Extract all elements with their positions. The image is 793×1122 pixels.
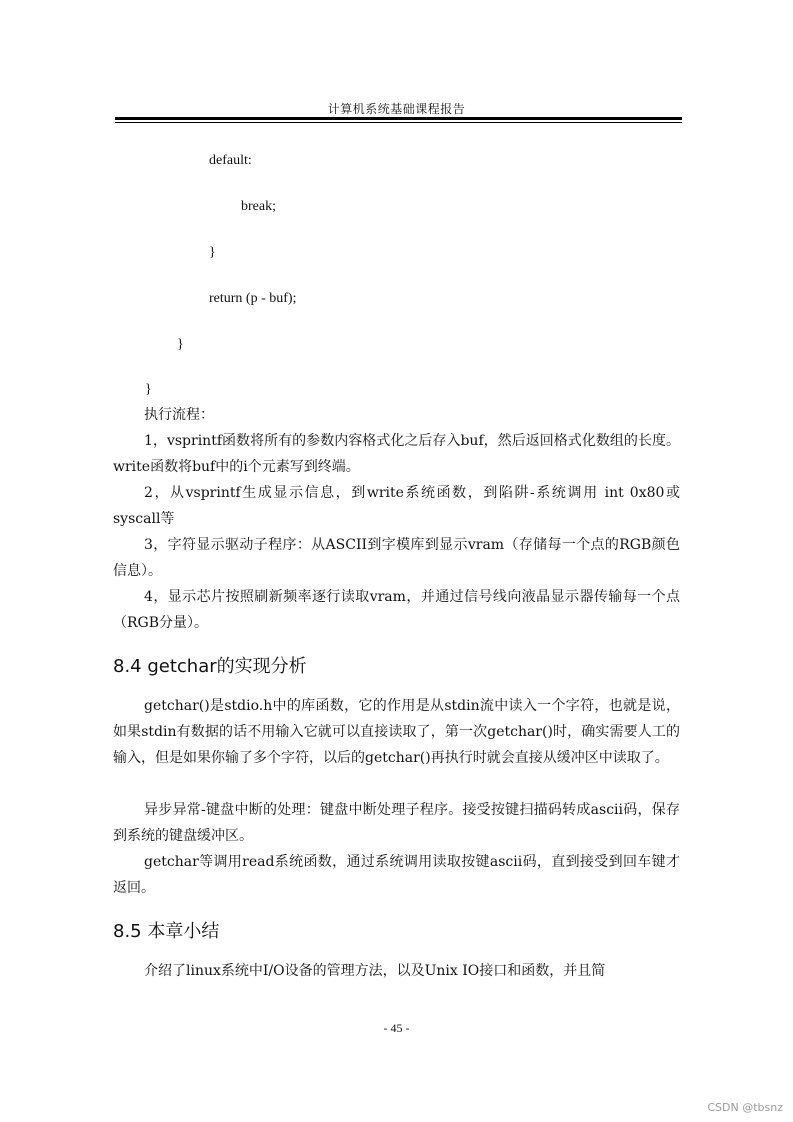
process-step-4: 4，显示芯片按照刷新频率逐行读取vram，并通过信号线向液晶显示器传输每一个点（RGB分量）。 — [113, 589, 680, 631]
code-line-break: break; — [241, 199, 276, 214]
header-rule-thick — [115, 117, 682, 120]
getchar-paragraph-2: 异步异常-键盘中断的处理：键盘中断处理子程序。接受按键扫描码转成ascii码，保存到系统的键盘缓冲区。 — [113, 802, 680, 844]
code-line-close-switch-brace: } — [177, 337, 184, 352]
code-line-close-function-brace: } — [145, 382, 152, 397]
summary-paragraph: 介绍了linux系统中I/O设备的管理方法，以及Unix IO接口和函数，并且简 — [144, 963, 606, 979]
process-title: 执行流程： — [144, 407, 214, 423]
code-line-default: default: — [209, 153, 252, 168]
process-step-1: 1，vsprintf函数将所有的参数内容格式化之后存入buf，然后返回格式化数组的长度。write函数将buf中的i个元素写到终端。 — [113, 433, 680, 475]
page-header-title: 计算机系统基础课程报告 — [327, 102, 466, 116]
getchar-paragraph-3: getchar等调用read系统函数，通过系统调用读取按键ascii码，直到接受到回车键才返回。 — [113, 854, 680, 896]
page-number: - 45 - — [383, 1021, 410, 1035]
process-step-2: 2，从vsprintf生成显示信息，到write系统函数，到陷阱-系统调用 int 0x80或syscall等 — [113, 485, 680, 527]
section-heading-8-4: 8.4 getchar的实现分析 — [113, 656, 307, 677]
getchar-paragraph-1: getchar()是stdio.h中的库函数，它的作用是从stdin流中读入一个字符，也就是说，如果stdin有数据的话不用输入它就可以直接读取了，第一次getchar()时，确实需要人工的输入，但是如果你输了多个字符，以后的getchar()再执行时就会直接从缓冲区中读取了。 — [113, 698, 680, 766]
code-line-return: return (p - buf); — [209, 291, 297, 306]
section-heading-8-5: 8.5 本章小结 — [113, 921, 220, 942]
process-step-3: 3，字符显示驱动子程序：从ASCII到字模库到显示vram（存储每一个点的RGB颜色信息）。 — [113, 537, 680, 579]
source-watermark: CSDN @tbsnz — [707, 1101, 783, 1114]
code-line-close-case-brace: } — [209, 245, 216, 260]
header-rule-thin — [115, 122, 682, 123]
